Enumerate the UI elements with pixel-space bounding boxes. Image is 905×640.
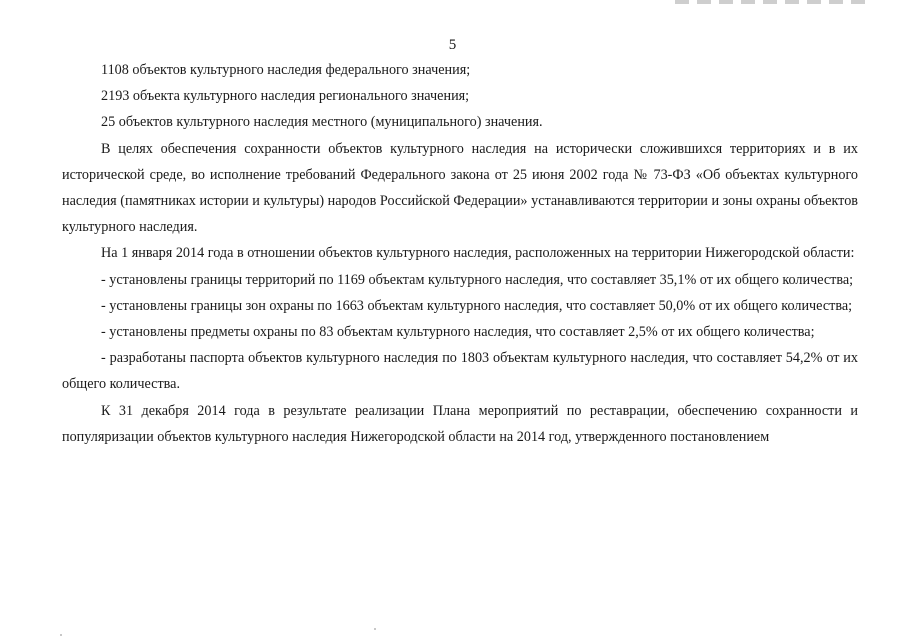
page-number: 5 [448,37,457,53]
paragraph-results-2014: К 31 декабря 2014 года в результате реализации Плана мероприятий по реставрации, обеспечению сохранности и популяризации объектов культурного наследия Нижегородской области на 2014 год, утвержденного постановлением [62,402,858,445]
list-item-protection-subjects: - установлены предметы охраны по 83 объектам культурного наследия, что составляет 2,5% от их общего количества; [101,324,815,341]
paragraph-regional-count: 2193 объекта культурного наследия регионального значения; [101,88,470,105]
scan-artifact [675,0,865,4]
list-item-protection-zones: - установлены границы зон охраны по 1663 объектам культурного наследия, что составляет 50,0% от их общего количества; [101,297,853,314]
paragraph-status-2014: На 1 января 2014 года в отношении объектов культурного наследия, расположенных на территории Нижегородской области: [101,245,855,262]
scan-artifact [374,628,376,630]
list-item-passports: - разработаны паспорта объектов культурного наследия по 1803 объектам культурного наследия, что составляет 54,2% от их общего количества. [62,350,858,393]
paragraph-protection-goals: В целях обеспечения сохранности объектов культурного наследия на исторически сложившихся территориях и в их исторической среде, во исполнение требований Федерального закона от 25 июня 2002 года № 73-ФЗ «Об объектах культурного наследия (памятниках истории и культуры) народов Российской Федерации» устанавливаются территории и зоны охраны объектов культурного наследия. [62,140,858,236]
paragraph-local-count: 25 объектов культурного наследия местного (муниципального) значения. [101,114,543,131]
scan-artifact [60,634,62,636]
paragraph-federal-count: 1108 объектов культурного наследия федерального значения; [101,62,471,78]
list-item-territory-borders: - установлены границы территорий по 1169 объектам культурного наследия, что составляет 35,1% от их общего количества; [101,271,854,288]
document-body [62,57,858,450]
